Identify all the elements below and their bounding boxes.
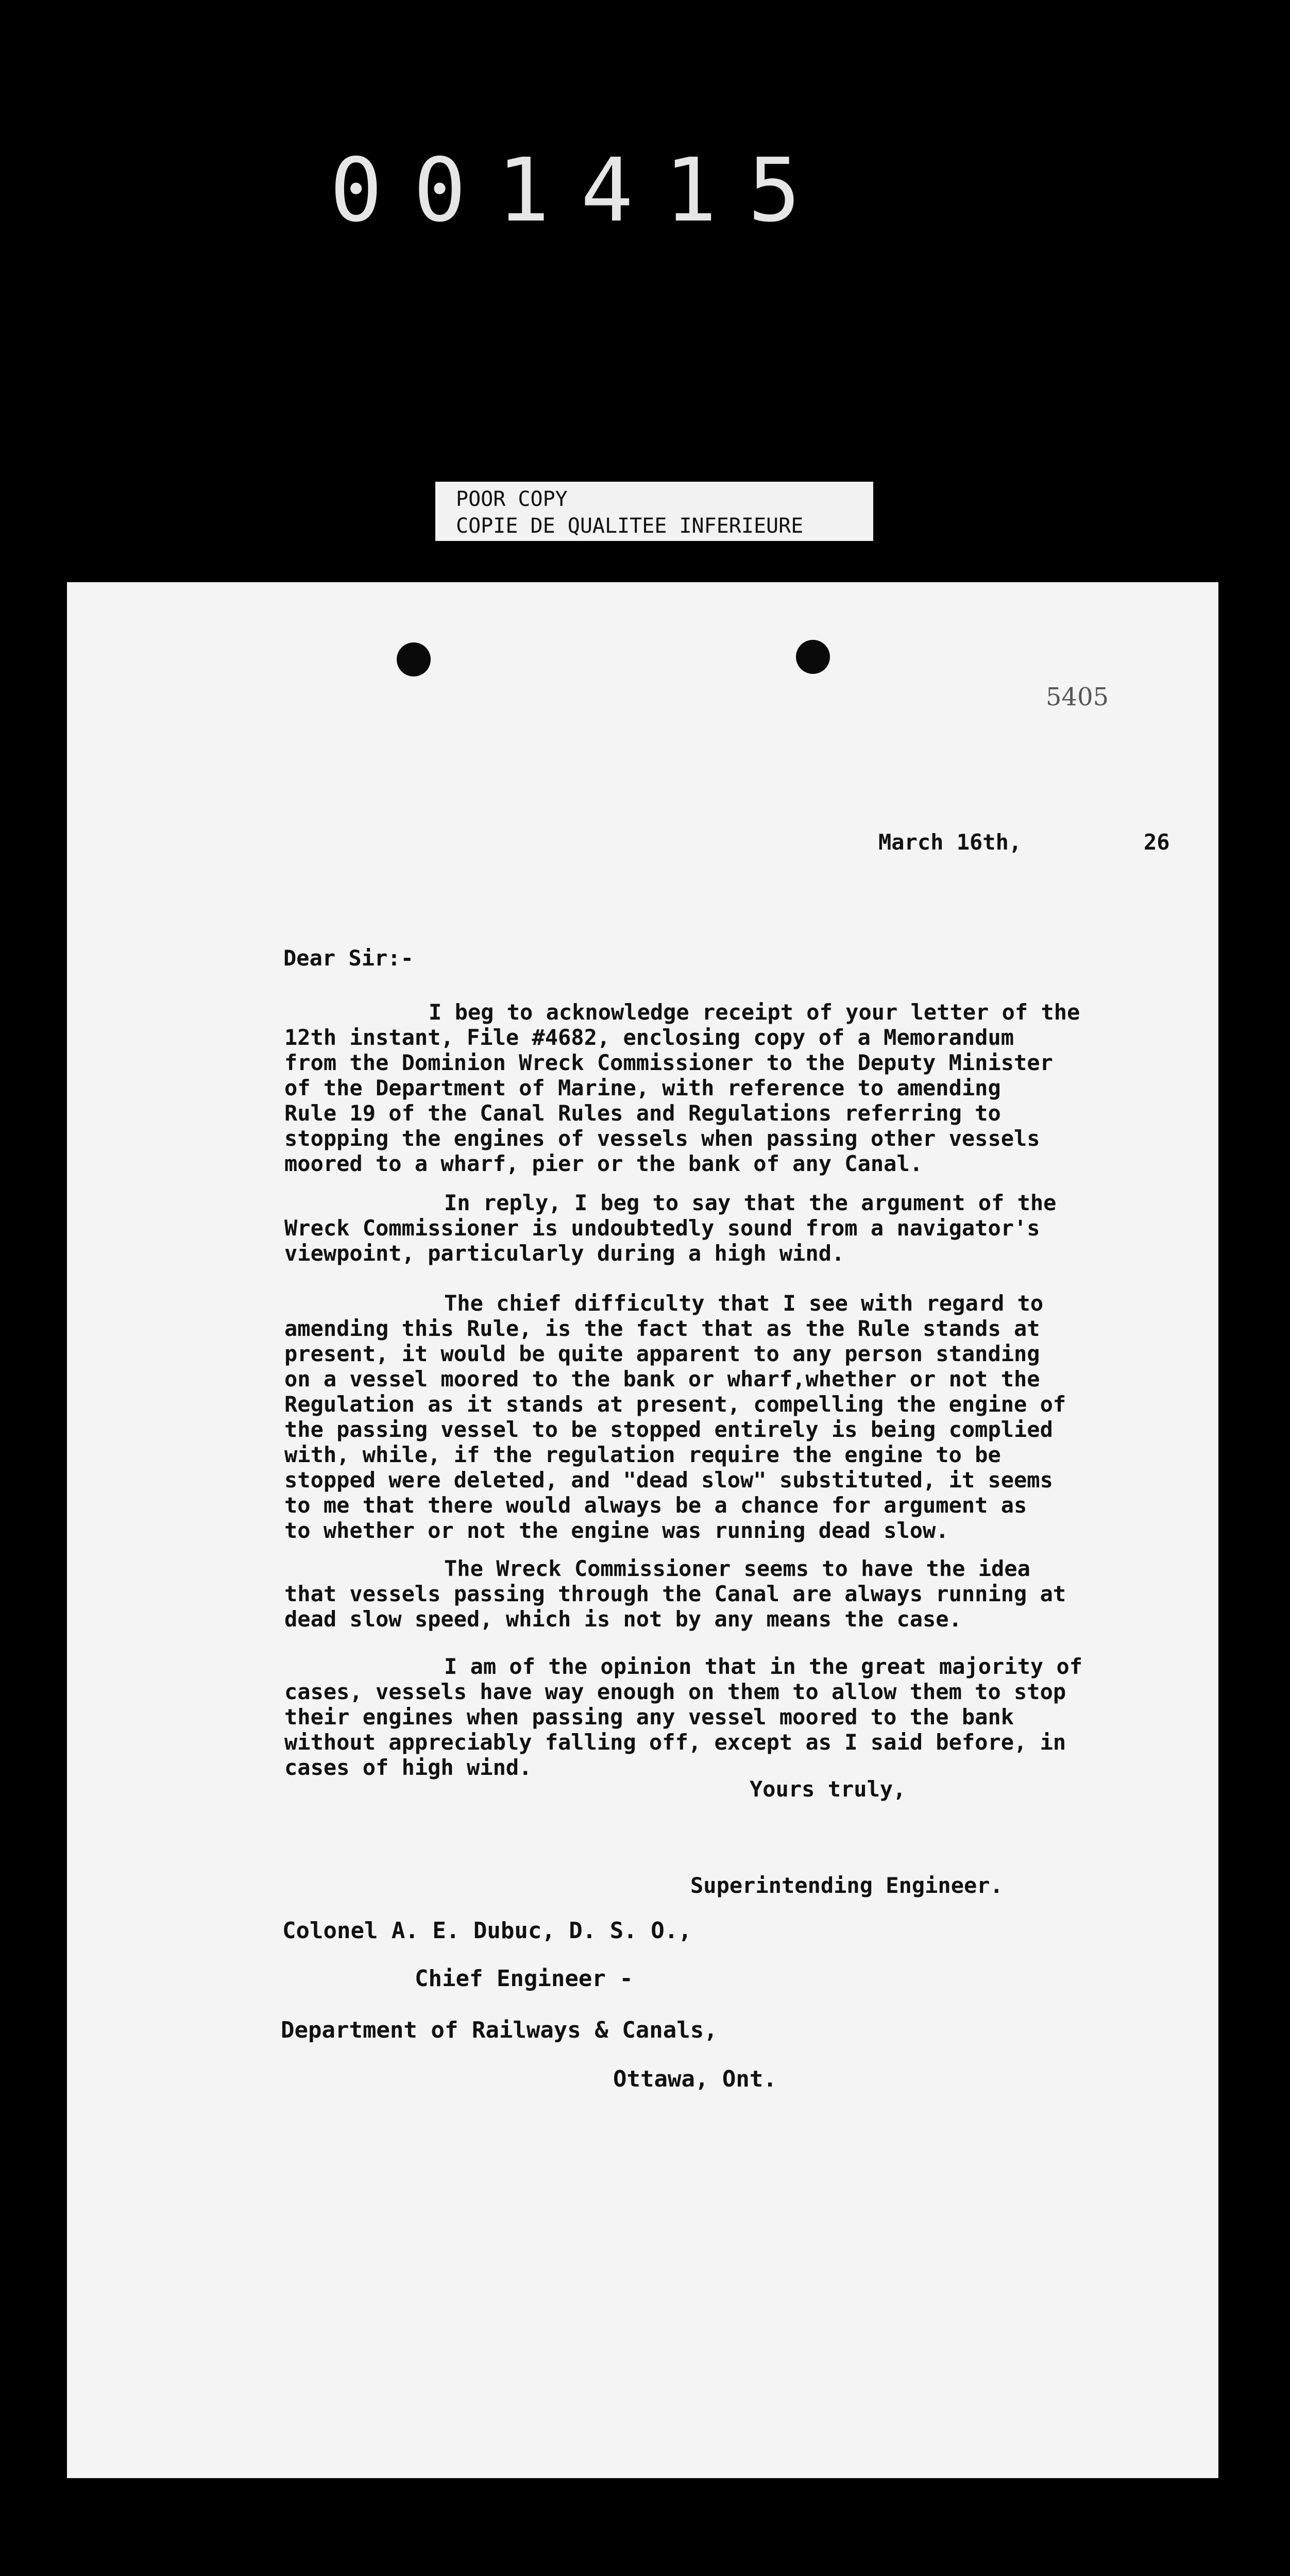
poor-copy-label (435, 482, 873, 541)
punch-hole-left (397, 642, 431, 676)
closing: Yours truly, (750, 1776, 906, 1802)
microfilm-frame-number: 001415 (330, 140, 832, 242)
paragraph-acknowledgement: I beg to acknowledge receipt of your letter of the 12th instant, File #4682, enclosing copy of a Memorandum from the Dominion Wreck Commissioner to the Deputy Minister of the Department of Marine, with reference to amending Rule 19 of the Canal Rules and Regulations referring to stopping the engines of vessels when passing other vessels moored to a wharf, pier or the bank of any Canal. (284, 999, 1080, 1176)
addressee-city: Ottawa, Ont. (613, 2066, 777, 2092)
poor-copy-french: COPIE DE QUALITEE INFERIEURE (456, 514, 804, 538)
file-reference-number: 5405 (1046, 683, 1109, 711)
paragraph-wreck-commissioner: The Wreck Commissioner seems to have the idea that vessels passing through the Canal are always running at dead slow speed, which is not by any means the case. (284, 1556, 1066, 1632)
signature-title: Superintending Engineer. (690, 1873, 1003, 1898)
letter-date: March 16th, (878, 829, 1022, 855)
punch-hole-right (796, 640, 830, 674)
paragraph-reply: In reply, I beg to say that the argument of the Wreck Commissioner is undoubtedly sound from a navigator's viewpoint, particularly during a high wind. (284, 1190, 1057, 1266)
poor-copy-english: POOR COPY (456, 487, 568, 511)
salutation: Dear Sir:- (283, 945, 414, 971)
addressee-department: Department of Railways & Canals, (281, 2017, 718, 2043)
letter-year: 26 (1144, 829, 1170, 855)
paragraph-opinion: I am of the opinion that in the great majority of cases, vessels have way enough on them to allow them to stop their engines when passing any vessel moored to the bank without appreciably falling off, except as I said before, in cases of high wind. (284, 1654, 1083, 1780)
addressee-title: Chief Engineer - (415, 1965, 633, 1992)
addressee-name: Colonel A. E. Dubuc, D. S. O., (282, 1918, 692, 1944)
paragraph-chief-difficulty: The chief difficulty that I see with regard to amending this Rule, is the fact that as the Rule stands at present, it would be quite apparent to any person standing on a vessel moored to the bank or wharf,whether or not the Regulation as it stands at present, compelling the engine of the passing vessel to be stopped entirely is being complied with, while, if the regulation require the engine to be stopped were deleted, and "dead slow" substituted, it seems to me that there would always be a chance for argument as to whether or not the engine was running dead slow. (284, 1291, 1066, 1543)
